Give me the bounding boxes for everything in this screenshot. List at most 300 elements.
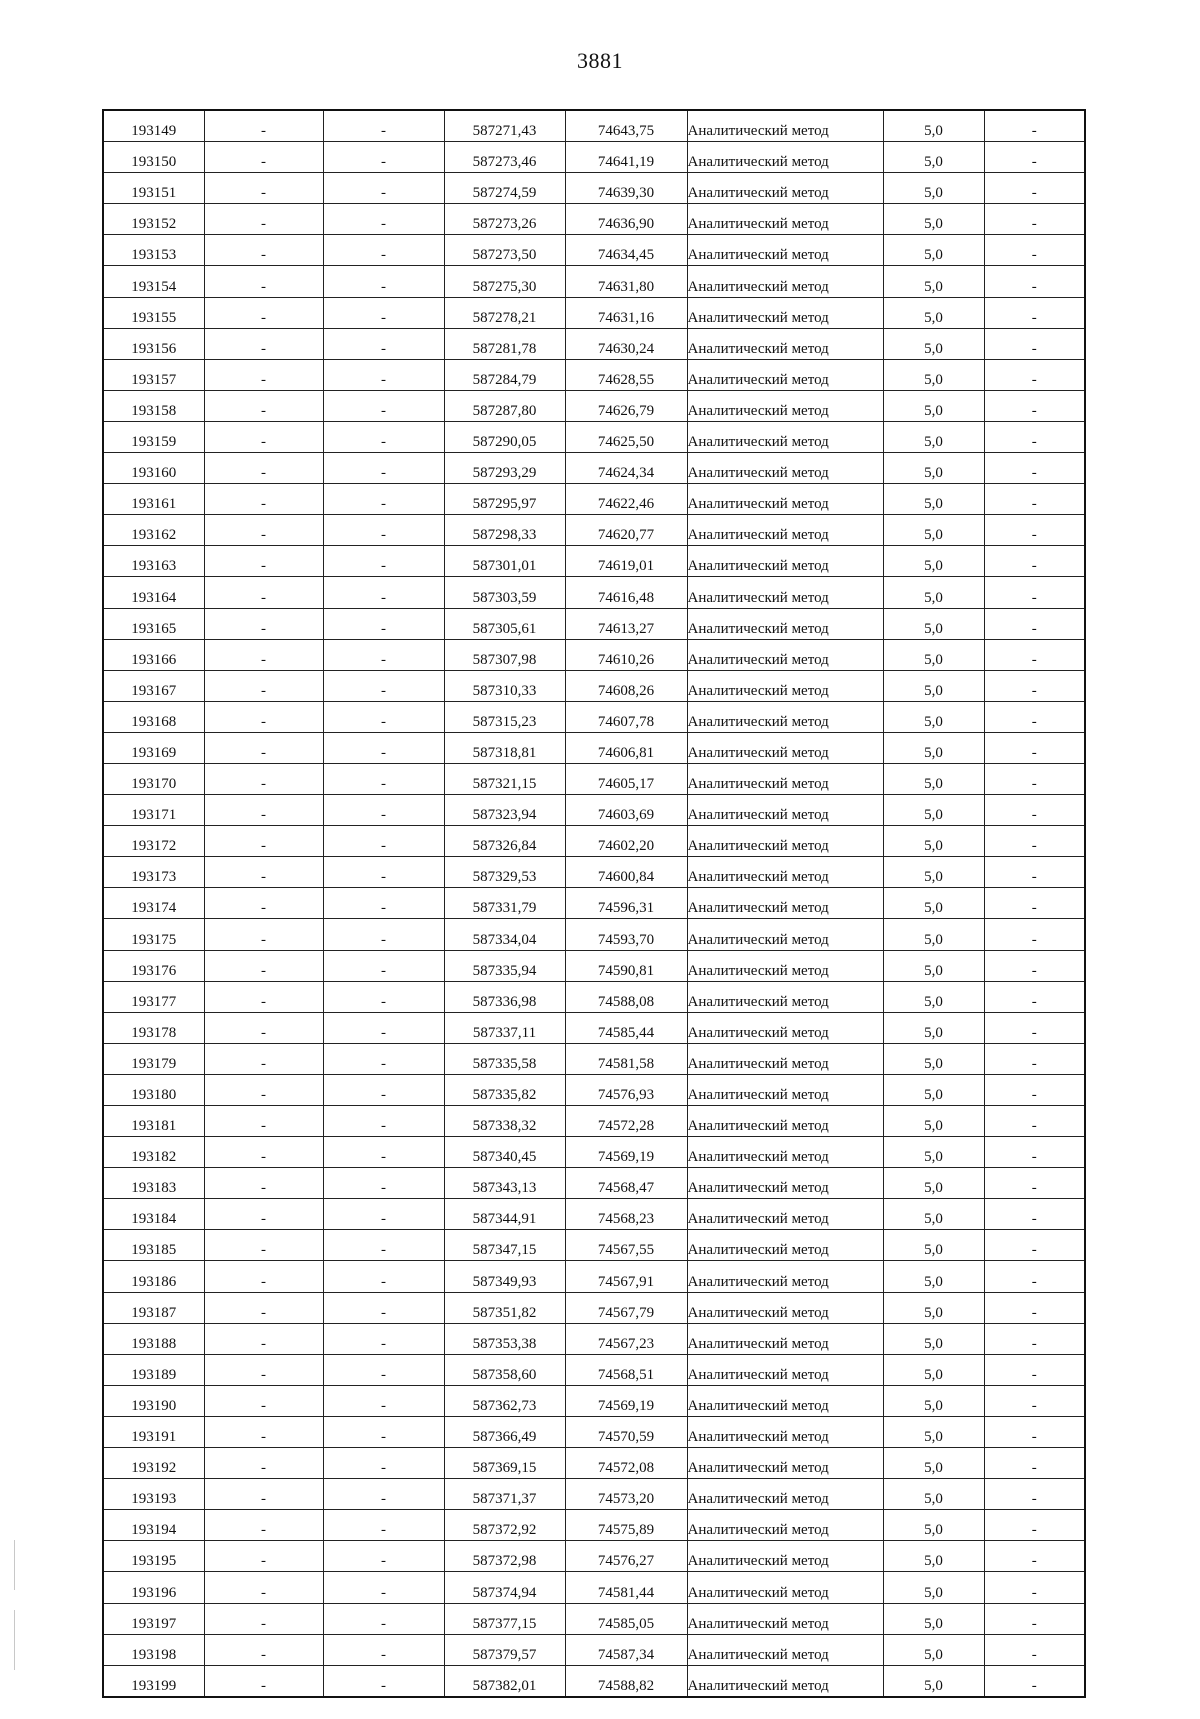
dash-cell: - bbox=[204, 1043, 323, 1074]
table-row bbox=[103, 297, 1085, 328]
dash-cell: - bbox=[204, 701, 323, 732]
x-coordinate-cell: 587344,91 bbox=[444, 1199, 565, 1230]
table-row bbox=[103, 1665, 1085, 1697]
table-row bbox=[103, 1292, 1085, 1323]
x-coordinate-cell: 587329,53 bbox=[444, 857, 565, 888]
accuracy-cell: 5,0 bbox=[883, 1106, 984, 1137]
x-coordinate-cell: 587275,30 bbox=[444, 266, 565, 297]
x-coordinate-cell: 587371,37 bbox=[444, 1479, 565, 1510]
method-cell: Аналитический метод bbox=[687, 235, 883, 266]
row-id-cell: 193155 bbox=[103, 297, 204, 328]
method-cell: Аналитический метод bbox=[687, 1137, 883, 1168]
table-row bbox=[103, 173, 1085, 204]
dash-cell: - bbox=[323, 1074, 444, 1105]
method-cell: Аналитический метод bbox=[687, 1479, 883, 1510]
y-coordinate-cell: 74603,69 bbox=[565, 795, 687, 826]
y-coordinate-cell: 74636,90 bbox=[565, 204, 687, 235]
note-cell: - bbox=[984, 1416, 1085, 1447]
x-coordinate-cell: 587273,26 bbox=[444, 204, 565, 235]
dash-cell: - bbox=[204, 1137, 323, 1168]
note-cell: - bbox=[984, 421, 1085, 452]
dash-cell: - bbox=[323, 670, 444, 701]
y-coordinate-cell: 74602,20 bbox=[565, 826, 687, 857]
method-cell: Аналитический метод bbox=[687, 1385, 883, 1416]
dash-cell: - bbox=[204, 1541, 323, 1572]
dash-cell: - bbox=[204, 1230, 323, 1261]
row-id-cell: 193177 bbox=[103, 981, 204, 1012]
row-id-cell: 193159 bbox=[103, 421, 204, 452]
y-coordinate-cell: 74625,50 bbox=[565, 421, 687, 452]
accuracy-cell: 5,0 bbox=[883, 670, 984, 701]
x-coordinate-cell: 587273,46 bbox=[444, 142, 565, 173]
x-coordinate-cell: 587338,32 bbox=[444, 1106, 565, 1137]
row-id-cell: 193162 bbox=[103, 515, 204, 546]
dash-cell: - bbox=[204, 1012, 323, 1043]
accuracy-cell: 5,0 bbox=[883, 204, 984, 235]
x-coordinate-cell: 587298,33 bbox=[444, 515, 565, 546]
dash-cell: - bbox=[204, 1074, 323, 1105]
accuracy-cell: 5,0 bbox=[883, 390, 984, 421]
x-coordinate-cell: 587281,78 bbox=[444, 328, 565, 359]
table-row bbox=[103, 919, 1085, 950]
note-cell: - bbox=[984, 1261, 1085, 1292]
x-coordinate-cell: 587366,49 bbox=[444, 1416, 565, 1447]
accuracy-cell: 5,0 bbox=[883, 1354, 984, 1385]
table-row bbox=[103, 1261, 1085, 1292]
dash-cell: - bbox=[204, 515, 323, 546]
note-cell: - bbox=[984, 1137, 1085, 1168]
accuracy-cell: 5,0 bbox=[883, 142, 984, 173]
table-row bbox=[103, 1416, 1085, 1447]
y-coordinate-cell: 74616,48 bbox=[565, 577, 687, 608]
dash-cell: - bbox=[204, 1168, 323, 1199]
accuracy-cell: 5,0 bbox=[883, 1634, 984, 1665]
note-cell: - bbox=[984, 888, 1085, 919]
method-cell: Аналитический метод bbox=[687, 1168, 883, 1199]
method-cell: Аналитический метод bbox=[687, 670, 883, 701]
dash-cell: - bbox=[323, 1541, 444, 1572]
note-cell: - bbox=[984, 515, 1085, 546]
method-cell: Аналитический метод bbox=[687, 1354, 883, 1385]
x-coordinate-cell: 587353,38 bbox=[444, 1323, 565, 1354]
note-cell: - bbox=[984, 390, 1085, 421]
table-row bbox=[103, 639, 1085, 670]
dash-cell: - bbox=[323, 1572, 444, 1603]
note-cell: - bbox=[984, 670, 1085, 701]
dash-cell: - bbox=[204, 421, 323, 452]
method-cell: Аналитический метод bbox=[687, 1448, 883, 1479]
x-coordinate-cell: 587278,21 bbox=[444, 297, 565, 328]
dash-cell: - bbox=[204, 173, 323, 204]
table-row bbox=[103, 110, 1085, 142]
table-row bbox=[103, 981, 1085, 1012]
y-coordinate-cell: 74576,93 bbox=[565, 1074, 687, 1105]
dash-cell: - bbox=[204, 1479, 323, 1510]
table-row bbox=[103, 515, 1085, 546]
row-id-cell: 193194 bbox=[103, 1510, 204, 1541]
method-cell: Аналитический метод bbox=[687, 1043, 883, 1074]
y-coordinate-cell: 74626,79 bbox=[565, 390, 687, 421]
y-coordinate-cell: 74590,81 bbox=[565, 950, 687, 981]
note-cell: - bbox=[984, 1510, 1085, 1541]
table-row bbox=[103, 1323, 1085, 1354]
table-row bbox=[103, 235, 1085, 266]
dash-cell: - bbox=[323, 359, 444, 390]
dash-cell: - bbox=[204, 1385, 323, 1416]
note-cell: - bbox=[984, 1074, 1085, 1105]
y-coordinate-cell: 74605,17 bbox=[565, 763, 687, 794]
row-id-cell: 193150 bbox=[103, 142, 204, 173]
row-id-cell: 193161 bbox=[103, 484, 204, 515]
x-coordinate-cell: 587321,15 bbox=[444, 763, 565, 794]
table-row bbox=[103, 1603, 1085, 1634]
accuracy-cell: 5,0 bbox=[883, 546, 984, 577]
x-coordinate-cell: 587340,45 bbox=[444, 1137, 565, 1168]
accuracy-cell: 5,0 bbox=[883, 1541, 984, 1572]
dash-cell: - bbox=[204, 1106, 323, 1137]
note-cell: - bbox=[984, 484, 1085, 515]
x-coordinate-cell: 587290,05 bbox=[444, 421, 565, 452]
y-coordinate-cell: 74596,31 bbox=[565, 888, 687, 919]
row-id-cell: 193166 bbox=[103, 639, 204, 670]
dash-cell: - bbox=[323, 1137, 444, 1168]
dash-cell: - bbox=[204, 1416, 323, 1447]
y-coordinate-cell: 74568,51 bbox=[565, 1354, 687, 1385]
y-coordinate-cell: 74568,23 bbox=[565, 1199, 687, 1230]
accuracy-cell: 5,0 bbox=[883, 1416, 984, 1447]
accuracy-cell: 5,0 bbox=[883, 1199, 984, 1230]
table-row bbox=[103, 359, 1085, 390]
dash-cell: - bbox=[323, 1479, 444, 1510]
accuracy-cell: 5,0 bbox=[883, 1448, 984, 1479]
table-row bbox=[103, 795, 1085, 826]
y-coordinate-cell: 74593,70 bbox=[565, 919, 687, 950]
dash-cell: - bbox=[204, 1354, 323, 1385]
dash-cell: - bbox=[204, 142, 323, 173]
dash-cell: - bbox=[204, 981, 323, 1012]
accuracy-cell: 5,0 bbox=[883, 608, 984, 639]
method-cell: Аналитический метод bbox=[687, 1510, 883, 1541]
dash-cell: - bbox=[323, 1385, 444, 1416]
dash-cell: - bbox=[323, 1634, 444, 1665]
dash-cell: - bbox=[323, 297, 444, 328]
accuracy-cell: 5,0 bbox=[883, 888, 984, 919]
dash-cell: - bbox=[204, 484, 323, 515]
row-id-cell: 193189 bbox=[103, 1354, 204, 1385]
y-coordinate-cell: 74585,44 bbox=[565, 1012, 687, 1043]
y-coordinate-cell: 74576,27 bbox=[565, 1541, 687, 1572]
x-coordinate-cell: 587331,79 bbox=[444, 888, 565, 919]
accuracy-cell: 5,0 bbox=[883, 328, 984, 359]
note-cell: - bbox=[984, 577, 1085, 608]
dash-cell: - bbox=[204, 888, 323, 919]
table-row bbox=[103, 1012, 1085, 1043]
table-row bbox=[103, 1106, 1085, 1137]
y-coordinate-cell: 74630,24 bbox=[565, 328, 687, 359]
dash-cell: - bbox=[204, 1199, 323, 1230]
note-cell: - bbox=[984, 1572, 1085, 1603]
accuracy-cell: 5,0 bbox=[883, 1385, 984, 1416]
x-coordinate-cell: 587287,80 bbox=[444, 390, 565, 421]
dash-cell: - bbox=[323, 1323, 444, 1354]
method-cell: Аналитический метод bbox=[687, 359, 883, 390]
note-cell: - bbox=[984, 1665, 1085, 1697]
dash-cell: - bbox=[204, 359, 323, 390]
y-coordinate-cell: 74572,08 bbox=[565, 1448, 687, 1479]
dash-cell: - bbox=[204, 297, 323, 328]
row-id-cell: 193187 bbox=[103, 1292, 204, 1323]
accuracy-cell: 5,0 bbox=[883, 1665, 984, 1697]
note-cell: - bbox=[984, 795, 1085, 826]
note-cell: - bbox=[984, 608, 1085, 639]
accuracy-cell: 5,0 bbox=[883, 1012, 984, 1043]
note-cell: - bbox=[984, 546, 1085, 577]
dash-cell: - bbox=[204, 1665, 323, 1697]
coordinates-table bbox=[102, 109, 1086, 1698]
table-row bbox=[103, 390, 1085, 421]
row-id-cell: 193169 bbox=[103, 732, 204, 763]
accuracy-cell: 5,0 bbox=[883, 1137, 984, 1168]
accuracy-cell: 5,0 bbox=[883, 795, 984, 826]
dash-cell: - bbox=[323, 142, 444, 173]
x-coordinate-cell: 587334,04 bbox=[444, 919, 565, 950]
table-row bbox=[103, 670, 1085, 701]
dash-cell: - bbox=[323, 328, 444, 359]
x-coordinate-cell: 587372,98 bbox=[444, 1541, 565, 1572]
x-coordinate-cell: 587351,82 bbox=[444, 1292, 565, 1323]
dash-cell: - bbox=[323, 981, 444, 1012]
table-row bbox=[103, 826, 1085, 857]
row-id-cell: 193157 bbox=[103, 359, 204, 390]
note-cell: - bbox=[984, 235, 1085, 266]
x-coordinate-cell: 587284,79 bbox=[444, 359, 565, 390]
y-coordinate-cell: 74581,44 bbox=[565, 1572, 687, 1603]
accuracy-cell: 5,0 bbox=[883, 484, 984, 515]
dash-cell: - bbox=[323, 1665, 444, 1697]
y-coordinate-cell: 74631,16 bbox=[565, 297, 687, 328]
x-coordinate-cell: 587293,29 bbox=[444, 453, 565, 484]
row-id-cell: 193152 bbox=[103, 204, 204, 235]
page-number: 3881 bbox=[577, 48, 623, 73]
row-id-cell: 193188 bbox=[103, 1323, 204, 1354]
dash-cell: - bbox=[323, 795, 444, 826]
accuracy-cell: 5,0 bbox=[883, 173, 984, 204]
table-row bbox=[103, 1074, 1085, 1105]
note-cell: - bbox=[984, 1354, 1085, 1385]
x-coordinate-cell: 587369,15 bbox=[444, 1448, 565, 1479]
note-cell: - bbox=[984, 266, 1085, 297]
table-row bbox=[103, 1385, 1085, 1416]
note-cell: - bbox=[984, 981, 1085, 1012]
note-cell: - bbox=[984, 1603, 1085, 1634]
row-id-cell: 193167 bbox=[103, 670, 204, 701]
method-cell: Аналитический метод bbox=[687, 1106, 883, 1137]
coordinates-table-body bbox=[103, 110, 1085, 1697]
y-coordinate-cell: 74610,26 bbox=[565, 639, 687, 670]
note-cell: - bbox=[984, 359, 1085, 390]
accuracy-cell: 5,0 bbox=[883, 1230, 984, 1261]
dash-cell: - bbox=[204, 1448, 323, 1479]
note-cell: - bbox=[984, 1479, 1085, 1510]
dash-cell: - bbox=[323, 639, 444, 670]
accuracy-cell: 5,0 bbox=[883, 1479, 984, 1510]
y-coordinate-cell: 74600,84 bbox=[565, 857, 687, 888]
y-coordinate-cell: 74575,89 bbox=[565, 1510, 687, 1541]
y-coordinate-cell: 74567,55 bbox=[565, 1230, 687, 1261]
method-cell: Аналитический метод bbox=[687, 577, 883, 608]
dash-cell: - bbox=[323, 826, 444, 857]
row-id-cell: 193158 bbox=[103, 390, 204, 421]
accuracy-cell: 5,0 bbox=[883, 950, 984, 981]
table-row bbox=[103, 484, 1085, 515]
y-coordinate-cell: 74581,58 bbox=[565, 1043, 687, 1074]
accuracy-cell: 5,0 bbox=[883, 1292, 984, 1323]
method-cell: Аналитический метод bbox=[687, 1603, 883, 1634]
dash-cell: - bbox=[204, 1323, 323, 1354]
dash-cell: - bbox=[323, 110, 444, 142]
method-cell: Аналитический метод bbox=[687, 110, 883, 142]
y-coordinate-cell: 74628,55 bbox=[565, 359, 687, 390]
table-row bbox=[103, 1634, 1085, 1665]
y-coordinate-cell: 74624,34 bbox=[565, 453, 687, 484]
y-coordinate-cell: 74631,80 bbox=[565, 266, 687, 297]
y-coordinate-cell: 74606,81 bbox=[565, 732, 687, 763]
method-cell: Аналитический метод bbox=[687, 1230, 883, 1261]
dash-cell: - bbox=[204, 1261, 323, 1292]
dash-cell: - bbox=[204, 732, 323, 763]
note-cell: - bbox=[984, 732, 1085, 763]
row-id-cell: 193190 bbox=[103, 1385, 204, 1416]
x-coordinate-cell: 587305,61 bbox=[444, 608, 565, 639]
accuracy-cell: 5,0 bbox=[883, 826, 984, 857]
y-coordinate-cell: 74634,45 bbox=[565, 235, 687, 266]
x-coordinate-cell: 587349,93 bbox=[444, 1261, 565, 1292]
row-id-cell: 193196 bbox=[103, 1572, 204, 1603]
method-cell: Аналитический метод bbox=[687, 795, 883, 826]
dash-cell: - bbox=[323, 484, 444, 515]
dash-cell: - bbox=[323, 1510, 444, 1541]
method-cell: Аналитический метод bbox=[687, 453, 883, 484]
note-cell: - bbox=[984, 453, 1085, 484]
row-id-cell: 193149 bbox=[103, 110, 204, 142]
row-id-cell: 193183 bbox=[103, 1168, 204, 1199]
dash-cell: - bbox=[323, 857, 444, 888]
table-row bbox=[103, 453, 1085, 484]
note-cell: - bbox=[984, 1168, 1085, 1199]
table-row bbox=[103, 608, 1085, 639]
method-cell: Аналитический метод bbox=[687, 484, 883, 515]
method-cell: Аналитический метод bbox=[687, 1074, 883, 1105]
accuracy-cell: 5,0 bbox=[883, 1603, 984, 1634]
dash-cell: - bbox=[323, 235, 444, 266]
accuracy-cell: 5,0 bbox=[883, 359, 984, 390]
table-row bbox=[103, 1230, 1085, 1261]
row-id-cell: 193154 bbox=[103, 266, 204, 297]
method-cell: Аналитический метод bbox=[687, 142, 883, 173]
row-id-cell: 193168 bbox=[103, 701, 204, 732]
dash-cell: - bbox=[323, 577, 444, 608]
y-coordinate-cell: 74641,19 bbox=[565, 142, 687, 173]
note-cell: - bbox=[984, 1448, 1085, 1479]
row-id-cell: 193170 bbox=[103, 763, 204, 794]
y-coordinate-cell: 74619,01 bbox=[565, 546, 687, 577]
method-cell: Аналитический метод bbox=[687, 1541, 883, 1572]
method-cell: Аналитический метод bbox=[687, 328, 883, 359]
x-coordinate-cell: 587347,15 bbox=[444, 1230, 565, 1261]
table-row bbox=[103, 1137, 1085, 1168]
table-row bbox=[103, 1479, 1085, 1510]
x-coordinate-cell: 587271,43 bbox=[444, 110, 565, 142]
dash-cell: - bbox=[323, 1416, 444, 1447]
table-row bbox=[103, 266, 1085, 297]
y-coordinate-cell: 74588,08 bbox=[565, 981, 687, 1012]
accuracy-cell: 5,0 bbox=[883, 919, 984, 950]
y-coordinate-cell: 74569,19 bbox=[565, 1385, 687, 1416]
x-coordinate-cell: 587379,57 bbox=[444, 1634, 565, 1665]
dash-cell: - bbox=[204, 546, 323, 577]
table-row bbox=[103, 950, 1085, 981]
y-coordinate-cell: 74585,05 bbox=[565, 1603, 687, 1634]
row-id-cell: 193163 bbox=[103, 546, 204, 577]
x-coordinate-cell: 587273,50 bbox=[444, 235, 565, 266]
x-coordinate-cell: 587377,15 bbox=[444, 1603, 565, 1634]
row-id-cell: 193191 bbox=[103, 1416, 204, 1447]
accuracy-cell: 5,0 bbox=[883, 235, 984, 266]
dash-cell: - bbox=[323, 1106, 444, 1137]
table-row bbox=[103, 577, 1085, 608]
x-coordinate-cell: 587343,13 bbox=[444, 1168, 565, 1199]
x-coordinate-cell: 587372,92 bbox=[444, 1510, 565, 1541]
accuracy-cell: 5,0 bbox=[883, 857, 984, 888]
accuracy-cell: 5,0 bbox=[883, 1261, 984, 1292]
table-row bbox=[103, 204, 1085, 235]
dash-cell: - bbox=[204, 608, 323, 639]
row-id-cell: 193185 bbox=[103, 1230, 204, 1261]
note-cell: - bbox=[984, 950, 1085, 981]
accuracy-cell: 5,0 bbox=[883, 453, 984, 484]
note-cell: - bbox=[984, 919, 1085, 950]
method-cell: Аналитический метод bbox=[687, 1416, 883, 1447]
accuracy-cell: 5,0 bbox=[883, 701, 984, 732]
method-cell: Аналитический метод bbox=[687, 1012, 883, 1043]
method-cell: Аналитический метод bbox=[687, 888, 883, 919]
scan-edge-mark bbox=[14, 1610, 15, 1670]
method-cell: Аналитический метод bbox=[687, 1323, 883, 1354]
method-cell: Аналитический метод bbox=[687, 173, 883, 204]
dash-cell: - bbox=[323, 1168, 444, 1199]
accuracy-cell: 5,0 bbox=[883, 577, 984, 608]
y-coordinate-cell: 74570,59 bbox=[565, 1416, 687, 1447]
table-row bbox=[103, 328, 1085, 359]
dash-cell: - bbox=[323, 1292, 444, 1323]
row-id-cell: 193151 bbox=[103, 173, 204, 204]
method-cell: Аналитический метод bbox=[687, 204, 883, 235]
dash-cell: - bbox=[204, 577, 323, 608]
dash-cell: - bbox=[323, 732, 444, 763]
accuracy-cell: 5,0 bbox=[883, 515, 984, 546]
dash-cell: - bbox=[323, 701, 444, 732]
note-cell: - bbox=[984, 1385, 1085, 1416]
note-cell: - bbox=[984, 857, 1085, 888]
row-id-cell: 193193 bbox=[103, 1479, 204, 1510]
note-cell: - bbox=[984, 1541, 1085, 1572]
table-row bbox=[103, 701, 1085, 732]
method-cell: Аналитический метод bbox=[687, 1572, 883, 1603]
dash-cell: - bbox=[204, 110, 323, 142]
y-coordinate-cell: 74622,46 bbox=[565, 484, 687, 515]
x-coordinate-cell: 587335,94 bbox=[444, 950, 565, 981]
note-cell: - bbox=[984, 1230, 1085, 1261]
